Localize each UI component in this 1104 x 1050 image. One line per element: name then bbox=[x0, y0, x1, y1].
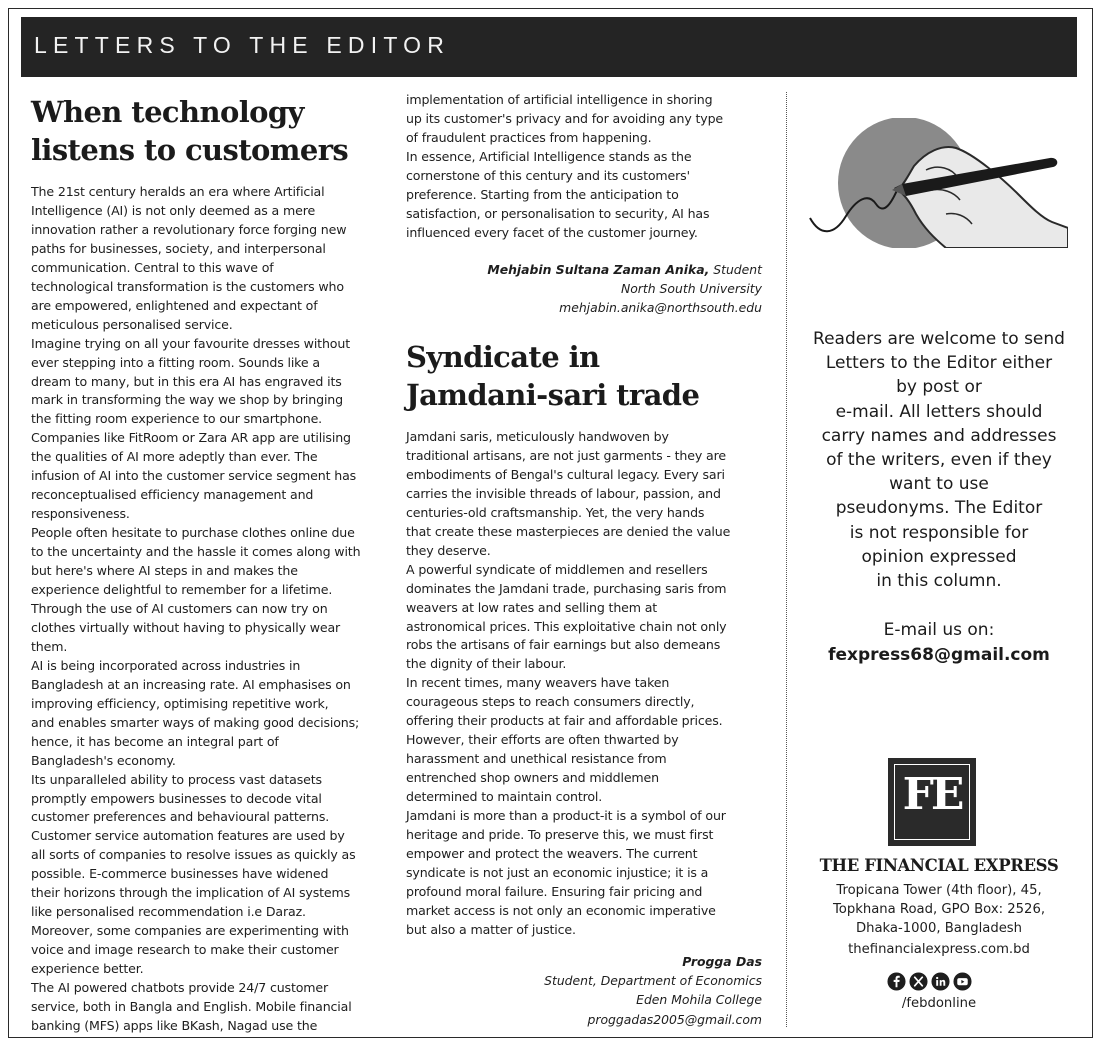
website-link[interactable]: thefinancialexpress.com.bd bbox=[848, 942, 1030, 957]
letter1-paragraph: The 21st century heralds an era where Artificial Intelligence (AI) is not only deemed as a mere innovation rather a revolutionary force forging new paths for businesses, society, and interpersonal communication. Central to this wave of technological transformation is the customers who are empowered, enlightened and expectant of meticulous personalised service. bbox=[31, 184, 347, 332]
letter1-paragraph: People often hesitate to purchase clothes online due to the uncertainty and the hassle it comes along with but here's where AI steps in and makes the experience delightful to remember for a lifetime. Through the use of AI customers can now try on clothes virtually without having to physically wear them. bbox=[31, 525, 361, 654]
linkedin-icon[interactable] bbox=[931, 972, 950, 991]
section-banner bbox=[21, 17, 1077, 77]
social-icons bbox=[887, 972, 973, 991]
contact-email-link[interactable]: fexpress68@gmail.com bbox=[828, 645, 1050, 665]
letter2-paragraph: A powerful syndicate of middlemen and resellers dominates the Jamdani trade, purchasing saris from weavers at low rates and selling them at astronomical prices. This exploitative chain not only robs the artisans of fair earnings but also demeans the dignity of their labour. bbox=[406, 561, 727, 672]
letter2-headline: Syndicate in Jamdani-sari trade bbox=[406, 340, 700, 412]
letter2-paragraph: Jamdani saris, meticulously handwoven by traditional artisans, are not just garments - they are embodiments of Bengal's cultural legacy. Every sari carries the invisible threads of labour, passion, and centuries-old craftsmanship. Yet, the very hands that create these masterpieces are denied the value they deserve. bbox=[406, 429, 731, 558]
signature-title: Student, Department of Economics bbox=[544, 973, 762, 989]
section-title: LETTERS TO THE EDITOR bbox=[34, 32, 451, 58]
postal-address: Tropicana Tower (4th floor), 45, Topkhana Road, GPO Box: 2526, Dhaka-1000, Bangladesh bbox=[832, 883, 1046, 936]
letter1-paragraph: The AI powered chatbots provide 24/7 customer service, both in Bangla and English. Mobile financial banking (MFS) apps like BKash, Nagad use the bbox=[31, 980, 352, 1033]
letter1-paragraph: Imagine trying on all your favourite dresses without ever stepping into a fitting room. Sounds like a dream to many, but in this era AI has engraved its mark in transforming the way we shop by bringing the fitting room experience to our smartphone. Companies like FitRoom or Zara AR app are utilising the qualities of AI more adeptly than ever. The infusion of AI into the customer service segment has reconceptualised efficiency management and responsiveness. bbox=[31, 335, 357, 522]
signature-institution: North South University bbox=[620, 281, 762, 297]
newspaper-name: THE FINANCIAL EXPRESS bbox=[819, 856, 1059, 875]
submission-notice: Readers are welcome to send Letters to the Editor either by post or e-mail. All letters should carry names and addresses of the writers, even if they want to use pseudonyms. The Editor is not responsible for opinion expressed in this column. bbox=[813, 329, 1065, 592]
signature-email: mehjabin.anika@northsouth.edu bbox=[559, 300, 762, 316]
facebook-icon[interactable] bbox=[887, 972, 906, 991]
letter2-signature bbox=[406, 952, 762, 1029]
signature-title: Student bbox=[709, 262, 762, 277]
letter1-paragraph: Its unparalleled ability to process vast datasets promptly empowers businesses to decode vital customer preferences and behavioural patterns. Customer service automation features are used by all sorts of companies to resolve issues as quickly as possible. E-commerce businesses have widened their horizons through the implication of AI systems like personalised recommendation i.e Daraz. Moreover, some companies are experimenting with voice and image research to make their customer experience better. bbox=[31, 771, 356, 977]
social-handle[interactable]: /febdonline bbox=[901, 996, 977, 1011]
letter1-paragraph: In essence, Artificial Intelligence stands as the cornerstone of this century and its customers' preference. Starting from the anticipation to satisfaction, or personalisation to security, AI has influenced every facet of the customer journey. bbox=[406, 148, 710, 240]
youtube-icon[interactable] bbox=[953, 972, 972, 991]
signature-email: proggadas2005@gmail.com bbox=[587, 1011, 762, 1027]
column-divider bbox=[786, 92, 787, 1027]
x-icon[interactable] bbox=[909, 972, 928, 991]
signature-institution: Eden Mohila College bbox=[636, 992, 762, 1008]
letter1-paragraph: AI is being incorporated across industries in Bangladesh at an increasing rate. AI emphasises on improving efficiency, optimising repetitive work, and enables smarter ways of making good decisions; hence, it has become an integral part of Bangladesh's economy. bbox=[31, 657, 360, 768]
letter2-paragraph: Jamdani is more than a product-it is a symbol of our heritage and pride. To preserve this, we must first empower and protect the weavers. The current syndicate is not just an economic injustice; it is a profound moral failure. Ensuring fair pricing and market access is not only an economic imperative but also a matter of justice. bbox=[406, 808, 726, 937]
logo-text: FE bbox=[902, 769, 962, 820]
email-label: E-mail us on: bbox=[883, 620, 995, 640]
letter1-paragraph: implementation of artificial intelligence in shoring up its customer's privacy and for avoiding any type of fraudulent practices from happening. bbox=[406, 92, 724, 145]
signature-line bbox=[406, 260, 762, 279]
letter2-paragraph: In recent times, many weavers have taken courageous steps to reach consumers directly, offering their products at fair and affordable prices. However, their efforts are often thwarted by harassment and unethical resistance from entrenched shop owners and middlemen determined to maintain control. bbox=[406, 675, 723, 805]
letter1-headline: When technology listens to customers bbox=[31, 95, 349, 167]
signature-name: Progga Das bbox=[682, 954, 762, 969]
letter1-signature bbox=[406, 260, 762, 318]
letter2-body bbox=[406, 428, 762, 940]
letter1-continuation bbox=[406, 91, 762, 243]
hand-writing-illustration bbox=[806, 118, 1068, 248]
letter1-body bbox=[31, 183, 387, 1036]
fe-logo bbox=[888, 758, 976, 846]
signature-name: Mehjabin Sultana Zaman Anika, bbox=[487, 262, 710, 277]
